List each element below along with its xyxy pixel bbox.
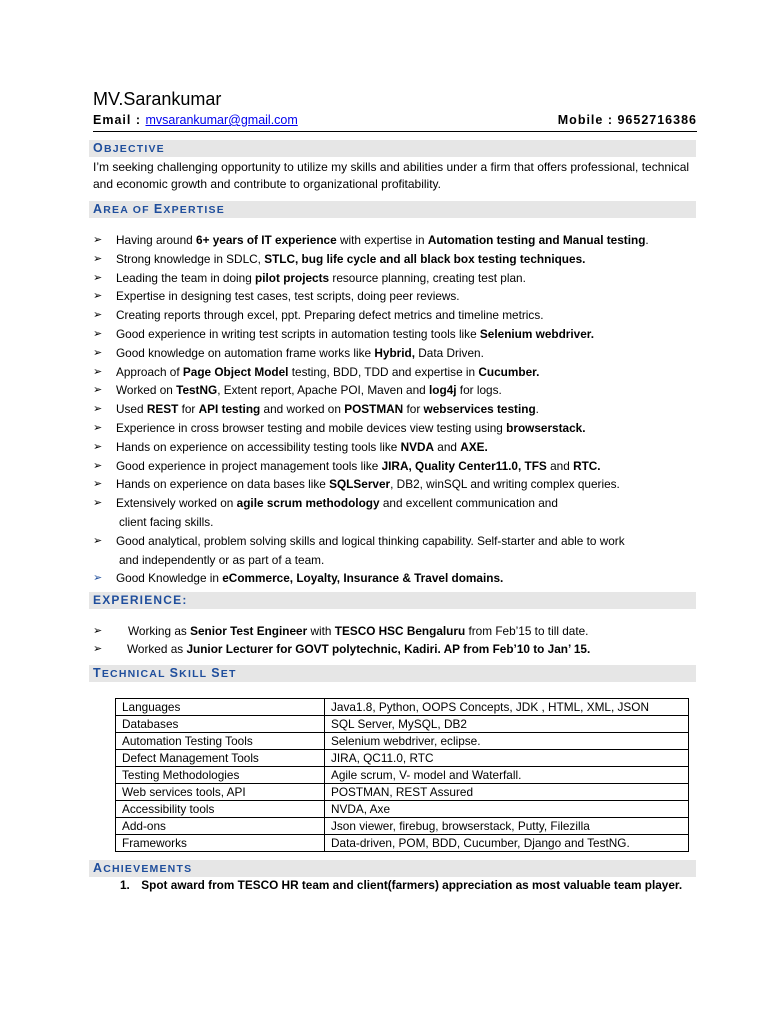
objective-text: I’m seeking challenging opportunity to utilize my skills and abilities under a firm that offers professional, technical and economic growth and contribute to organizational profitability. bbox=[93, 160, 690, 191]
arrow-bullet-icon: ➢ bbox=[93, 497, 103, 510]
expertise-text: Strong knowledge in SDLC, bbox=[116, 251, 265, 266]
arrow-bullet-icon: ➢ bbox=[93, 252, 103, 265]
section-skills-heading: TECHNICAL SKILL SET bbox=[89, 665, 696, 682]
expertise-text: log4j bbox=[429, 383, 457, 398]
achievement-number: 1. bbox=[120, 878, 130, 892]
expertise-item bbox=[93, 250, 713, 269]
expertise-text: Worked on bbox=[116, 383, 177, 398]
skill-values: Data-driven, POM, BDD, Cucumber, Django and TestNG. bbox=[325, 835, 689, 852]
skills-table bbox=[115, 698, 689, 852]
experience-text: Working as bbox=[128, 624, 191, 638]
expertise-text: , DB2, winSQL and writing complex queries. bbox=[390, 477, 620, 492]
skill-category: Frameworks bbox=[116, 835, 325, 852]
expertise-text: . bbox=[645, 233, 649, 247]
arrow-bullet-icon: ➢ bbox=[93, 290, 103, 303]
skill-category: Add-ons bbox=[116, 818, 325, 835]
expertise-text: AXE. bbox=[460, 439, 488, 454]
experience-text: Worked as bbox=[127, 641, 187, 656]
expertise-item bbox=[93, 400, 713, 419]
skill-category: Databases bbox=[116, 716, 325, 733]
section-experience-heading: EXPERIENCE: bbox=[89, 592, 696, 609]
expertise-text: Data Driven. bbox=[415, 345, 484, 360]
skills-row bbox=[116, 818, 689, 835]
expertise-item bbox=[93, 419, 713, 438]
achievement-text: Spot award from TESCO HR team and client(farmers) appreciation as most valuable team player. bbox=[141, 878, 683, 892]
expertise-text: Page Object Model bbox=[182, 364, 289, 379]
arrow-bullet-icon: ➢ bbox=[93, 478, 103, 491]
skill-values: Selenium webdriver, eclipse. bbox=[325, 733, 689, 750]
expertise-item bbox=[93, 381, 713, 400]
skill-values: POSTMAN, REST Assured bbox=[325, 784, 689, 801]
skill-category: Languages bbox=[116, 699, 325, 716]
expertise-item bbox=[93, 532, 713, 570]
expertise-item bbox=[93, 231, 713, 250]
expertise-text: Expertise in designing test cases, test scripts, doing peer reviews. bbox=[116, 289, 460, 304]
experience-item bbox=[93, 623, 590, 641]
arrow-bullet-icon: ➢ bbox=[93, 234, 103, 246]
expertise-text: 6+ years of IT experience bbox=[196, 233, 337, 247]
arrow-bullet-icon: ➢ bbox=[93, 403, 103, 416]
expertise-text: . bbox=[535, 402, 539, 417]
arrow-bullet-icon: ➢ bbox=[93, 440, 103, 453]
experience-text: with bbox=[307, 624, 335, 638]
skill-values: SQL Server, MySQL, DB2 bbox=[325, 716, 689, 733]
expertise-text: SQLServer bbox=[329, 477, 391, 492]
mobile-block bbox=[558, 113, 697, 127]
experience-text: from Feb’15 to till date. bbox=[465, 624, 589, 638]
arrow-bullet-icon: ➢ bbox=[93, 384, 103, 397]
expertise-item bbox=[93, 325, 713, 344]
expertise-text-continued: client facing skills. bbox=[119, 514, 214, 529]
arrow-bullet-icon: ➢ bbox=[93, 346, 103, 359]
expertise-item bbox=[93, 438, 713, 457]
experience-item bbox=[93, 641, 590, 659]
expertise-text: for bbox=[403, 402, 424, 417]
candidate-name: MV.Sarankumar bbox=[93, 89, 222, 109]
section-expertise-heading: AREA OF EXPERTISE bbox=[89, 201, 696, 218]
section-achievements-heading: ACHIEVEMENTS bbox=[89, 860, 696, 877]
expertise-text: agile scrum methodology bbox=[236, 496, 380, 511]
expertise-text: API testing bbox=[198, 402, 261, 417]
expertise-text: with expertise in bbox=[336, 233, 428, 247]
expertise-text: eCommerce, Loyalty, Insurance & Travel domains. bbox=[222, 571, 504, 586]
skills-row bbox=[116, 801, 689, 818]
expertise-text: Good analytical, problem solving skills and logical thinking capability. Self-starter and able to work bbox=[116, 533, 625, 548]
expertise-item bbox=[93, 457, 713, 476]
expertise-text: Selenium webdriver. bbox=[479, 326, 595, 341]
experience-text: Senior Test Engineer bbox=[190, 624, 308, 638]
email-label: Email : bbox=[93, 113, 141, 127]
mobile-number: 9652716386 bbox=[617, 113, 697, 127]
expertise-text: Cucumber. bbox=[478, 364, 540, 379]
expertise-text: resource planning, creating test plan. bbox=[329, 270, 526, 285]
expertise-text: for bbox=[178, 402, 199, 417]
expertise-text: Creating reports through excel, ppt. Preparing defect metrics and timeline metrics. bbox=[116, 308, 544, 323]
expertise-text-continued: and independently or as part of a team. bbox=[119, 552, 325, 567]
arrow-bullet-icon: ➢ bbox=[93, 534, 103, 547]
skills-row bbox=[116, 699, 689, 716]
arrow-bullet-icon: ➢ bbox=[93, 625, 103, 637]
expertise-item bbox=[93, 344, 713, 363]
expertise-text: pilot projects bbox=[255, 270, 330, 285]
expertise-text: Hybrid, bbox=[374, 345, 415, 360]
experience-text: TESCO HSC Bengaluru bbox=[334, 624, 466, 638]
expertise-text: RTC. bbox=[573, 458, 601, 473]
section-objective-heading: OBJECTIVE bbox=[89, 140, 696, 157]
expertise-text: Hands on experience on accessibility testing tools like bbox=[116, 439, 401, 454]
expertise-text: Extensively worked on bbox=[116, 496, 237, 511]
skills-row bbox=[116, 835, 689, 852]
expertise-text: Approach of bbox=[116, 364, 183, 379]
skill-category: Testing Methodologies bbox=[116, 767, 325, 784]
expertise-text: Having around bbox=[116, 233, 197, 247]
skill-values: JIRA, QC11.0, RTC bbox=[325, 750, 689, 767]
expertise-text: webservices testing bbox=[423, 402, 536, 417]
expertise-text: Good knowledge on automation frame works like bbox=[116, 345, 375, 360]
expertise-text: and bbox=[434, 439, 461, 454]
skill-values: NVDA, Axe bbox=[325, 801, 689, 818]
expertise-item bbox=[93, 363, 713, 382]
expertise-text: for logs. bbox=[456, 383, 502, 398]
arrow-bullet-icon: ➢ bbox=[93, 572, 103, 585]
header-divider bbox=[93, 131, 697, 132]
arrow-bullet-icon: ➢ bbox=[93, 309, 103, 322]
skill-category: Web services tools, API bbox=[116, 784, 325, 801]
skill-values: Agile scrum, V- model and Waterfall. bbox=[325, 767, 689, 784]
skills-row bbox=[116, 733, 689, 750]
skill-values: Json viewer, firebug, browserstack, Putty, Filezilla bbox=[325, 818, 689, 835]
skill-category: Automation Testing Tools bbox=[116, 733, 325, 750]
achievement-item bbox=[120, 878, 682, 892]
expertise-text: testing, BDD, TDD and expertise in bbox=[288, 364, 479, 379]
expertise-text: and bbox=[546, 458, 574, 473]
skill-category: Defect Management Tools bbox=[116, 750, 325, 767]
email-link[interactable]: mvsarankumar@gmail.com bbox=[145, 113, 298, 127]
expertise-text: Good experience in writing test scripts in automation testing tools like bbox=[116, 326, 480, 341]
expertise-text: browserstack. bbox=[506, 420, 586, 435]
email-block bbox=[93, 113, 298, 127]
skill-values: Java1.8, Python, OOPS Concepts, JDK , HTML, XML, JSON bbox=[325, 699, 689, 716]
arrow-bullet-icon: ➢ bbox=[93, 365, 103, 378]
arrow-bullet-icon: ➢ bbox=[93, 271, 103, 284]
expertise-text: Hands on experience on data bases like bbox=[116, 477, 330, 492]
arrow-bullet-icon: ➢ bbox=[93, 642, 103, 655]
skill-category: Accessibility tools bbox=[116, 801, 325, 818]
expertise-text: Good Knowledge in bbox=[116, 571, 223, 586]
expertise-item bbox=[93, 287, 713, 306]
expertise-text: Used bbox=[116, 402, 147, 417]
expertise-list bbox=[93, 231, 713, 588]
mobile-label: Mobile : bbox=[557, 113, 613, 127]
skills-row bbox=[116, 716, 689, 733]
expertise-text: Automation testing and Manual testing bbox=[427, 233, 646, 247]
arrow-bullet-icon: ➢ bbox=[93, 327, 103, 340]
expertise-text: and excellent communication and bbox=[379, 496, 558, 511]
expertise-text: TestNG bbox=[176, 383, 218, 398]
arrow-bullet-icon: ➢ bbox=[93, 421, 103, 434]
expertise-text: Experience in cross browser testing and mobile devices view testing using bbox=[116, 420, 507, 435]
expertise-item bbox=[93, 306, 713, 325]
expertise-text: NVDA bbox=[400, 439, 435, 454]
expertise-text: Good experience in project management tools like bbox=[116, 458, 382, 473]
expertise-text: POSTMAN bbox=[344, 402, 404, 417]
expertise-text: JIRA, Quality Center11.0, TFS bbox=[381, 458, 547, 473]
expertise-item bbox=[93, 269, 713, 288]
expertise-text: , Extent report, Apache POI, Maven and bbox=[217, 383, 429, 398]
expertise-item bbox=[93, 475, 713, 494]
experience-text: Junior Lecturer for GOVT polytechnic, Kadiri. AP from Feb’10 to Jan’ 15. bbox=[186, 641, 591, 656]
experience-list bbox=[93, 623, 590, 658]
expertise-text: STLC, bug life cycle and all black box testing techniques. bbox=[264, 251, 586, 266]
skills-row bbox=[116, 784, 689, 801]
expertise-item bbox=[93, 494, 713, 532]
arrow-bullet-icon: ➢ bbox=[93, 459, 103, 472]
expertise-text: Leading the team in doing bbox=[116, 270, 256, 285]
expertise-text: and worked on bbox=[260, 402, 345, 417]
skills-row bbox=[116, 750, 689, 767]
expertise-item bbox=[93, 569, 713, 588]
skills-row bbox=[116, 767, 689, 784]
expertise-text: REST bbox=[146, 402, 179, 417]
